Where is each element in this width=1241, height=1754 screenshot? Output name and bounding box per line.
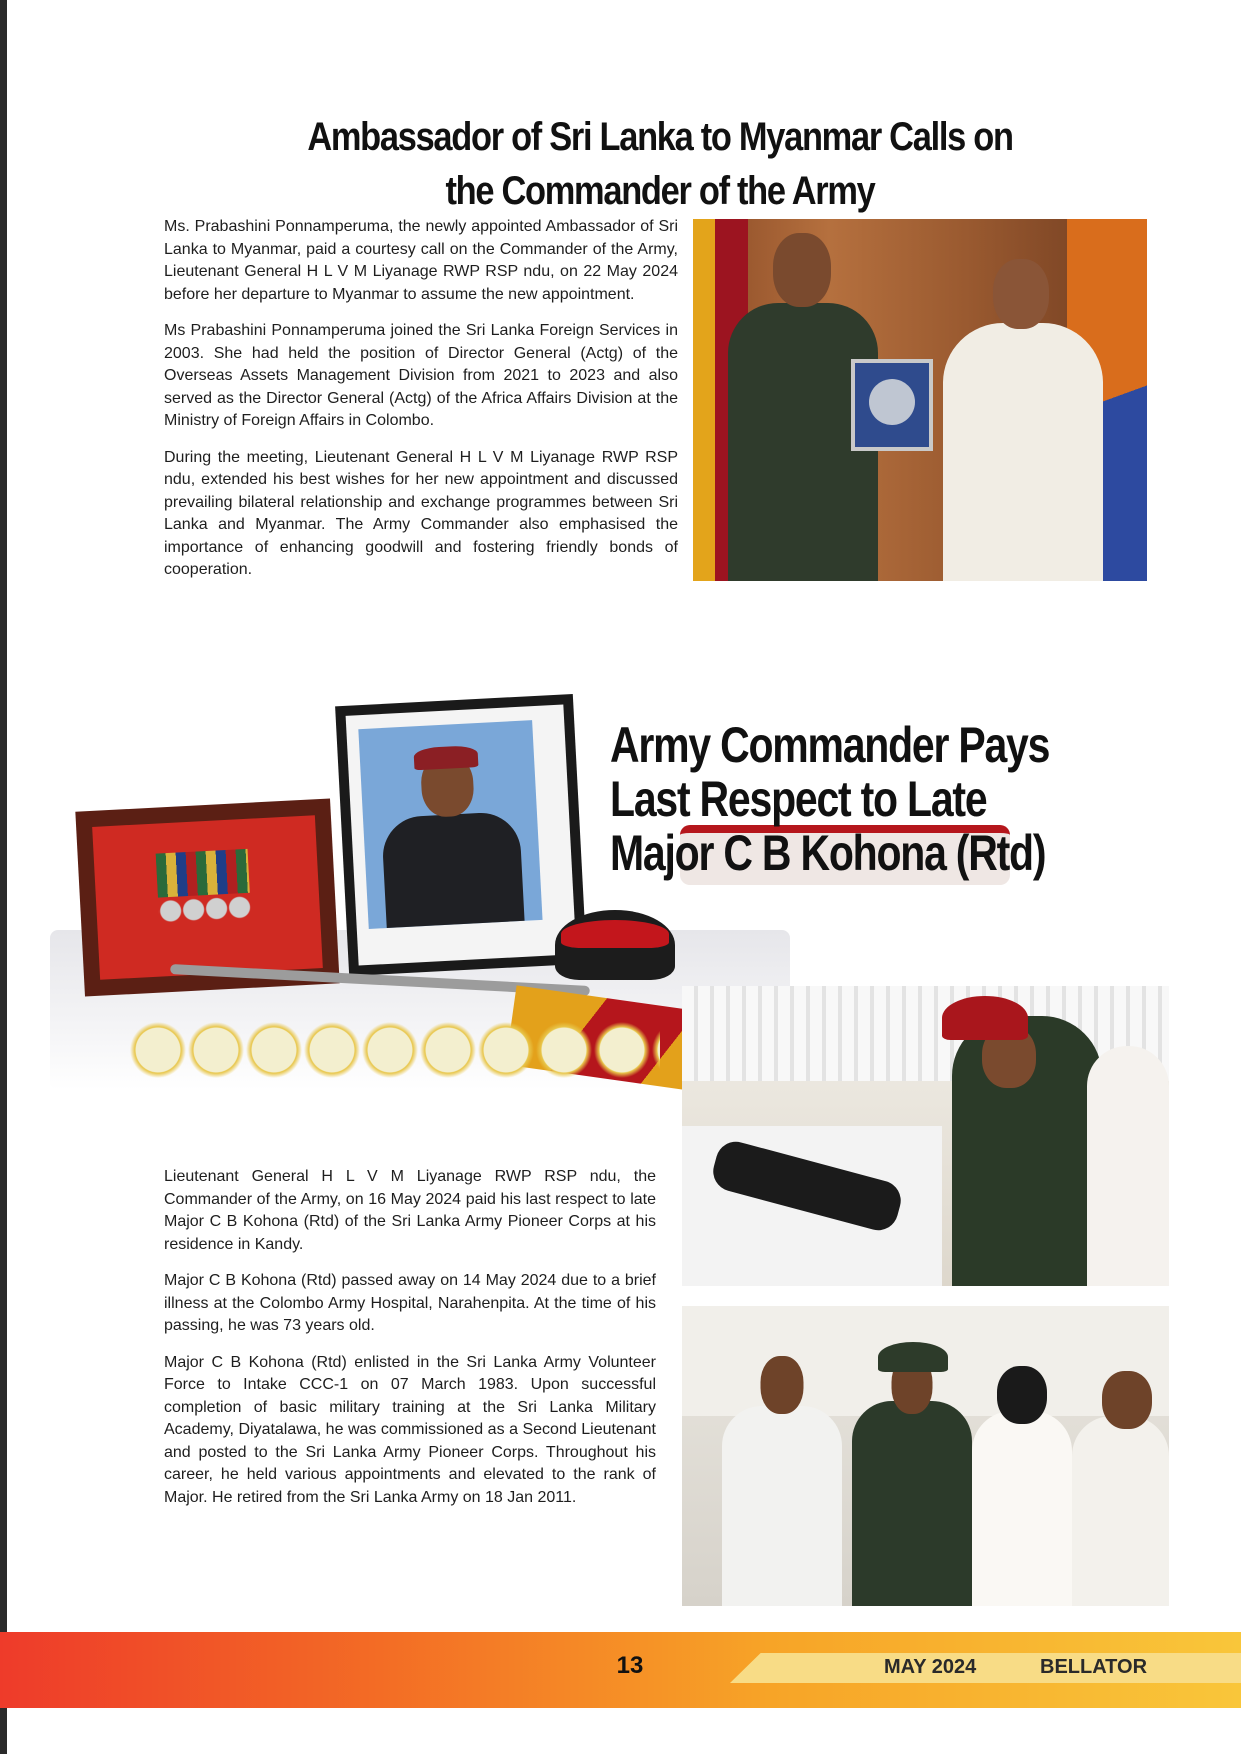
- page-edge-rule: [0, 0, 7, 1754]
- article1-paragraph: Ms. Prabashini Ponnamperuma, the newly appointed Ambassador of Sri Lanka to Myanmar, paid a courtesy call on the Commander of the Army, Lieutenant General H L V M Liyanage RWP RSP ndu, on 22 May 2024 before her departure to Myanmar to assume the new appointment.: [164, 218, 678, 303]
- article1-paragraph: During the meeting, Lieutenant General H L V M Liyanage RWP RSP ndu, extended his best wishes for her new appointment and discussed prevailing bilateral relationship and exchange programmes between Sri Lanka and Myanmar. The Army Commander also emphasised the importance of enhancing goodwill and fostering friendly bonds of cooperation.: [164, 448, 678, 578]
- article2-title-line1: Army Commander Pays: [610, 717, 1050, 773]
- ambassador-presentation-photo: [693, 219, 1147, 581]
- issue-date: MAY 2024: [884, 1656, 977, 1678]
- frangipani-flowers: [130, 1010, 660, 1090]
- article2-title-line2: Last Respect to Late: [610, 771, 987, 827]
- ambassador-figure: [943, 259, 1103, 581]
- last-respect-photo: [682, 986, 1169, 1286]
- article2-paragraph: Major C B Kohona (Rtd) passed away on 14 May 2024 due to a brief illness at the Colombo Army Hospital, Narahenpita. At the time of his passing, he was 73 years old.: [164, 1272, 656, 1334]
- page-number: 13: [616, 1652, 644, 1679]
- article1-title-line1: Ambassador of Sri Lanka to Myanmar Calls on: [307, 115, 1013, 159]
- memento-plaque: [851, 359, 933, 451]
- article2-paragraph: Lieutenant General H L V M Liyanage RWP RSP ndu, the Commander of the Army, on 16 May 2024 paid his last respect to late Major C B Kohona (Rtd) of the Sri Lanka Army Pioneer Corps at his residence in Kandy.: [164, 1168, 656, 1253]
- article2-body: [164, 1166, 656, 1523]
- article1-paragraph: Ms Prabashini Ponnamperuma joined the Sri Lanka Foreign Services in 2003. She had held the position of Director General (Actg) of the Overseas Assets Management Division from 2021 to 2023 and also served as the Director General (Actg) of the Africa Affairs Division at the Ministry of Foreign Affairs in Colombo.: [164, 322, 678, 429]
- article2-title: [610, 718, 1069, 880]
- peaked-cap: [555, 910, 675, 980]
- magazine-name: BELLATOR: [1040, 1656, 1148, 1678]
- article1-title-line2: the Commander of the Army: [445, 169, 875, 213]
- article2-title-line3: Major C B Kohona (Rtd): [610, 825, 1046, 881]
- article1-body: [164, 216, 678, 596]
- article2-paragraph: Major C B Kohona (Rtd) enlisted in the Sri Lanka Army Volunteer Force to Intake CCC-1 on 07 March 1983. Upon successful completion of basic military training at the Sri Lanka Military Academy, Diyatalawa, he was commissioned as a Second Lieutenant and posted to the Sri Lanka Army Pioneer Corps. Throughout his career, he held various appointments and elevated to the rank of Major. He retired from the Sri Lanka Army on 18 Jan 2011.: [164, 1353, 656, 1506]
- article1-title: [230, 110, 1090, 218]
- portrait-frame: [335, 694, 587, 976]
- condolence-photo: [682, 1306, 1169, 1606]
- footer-tab: [730, 1653, 1241, 1683]
